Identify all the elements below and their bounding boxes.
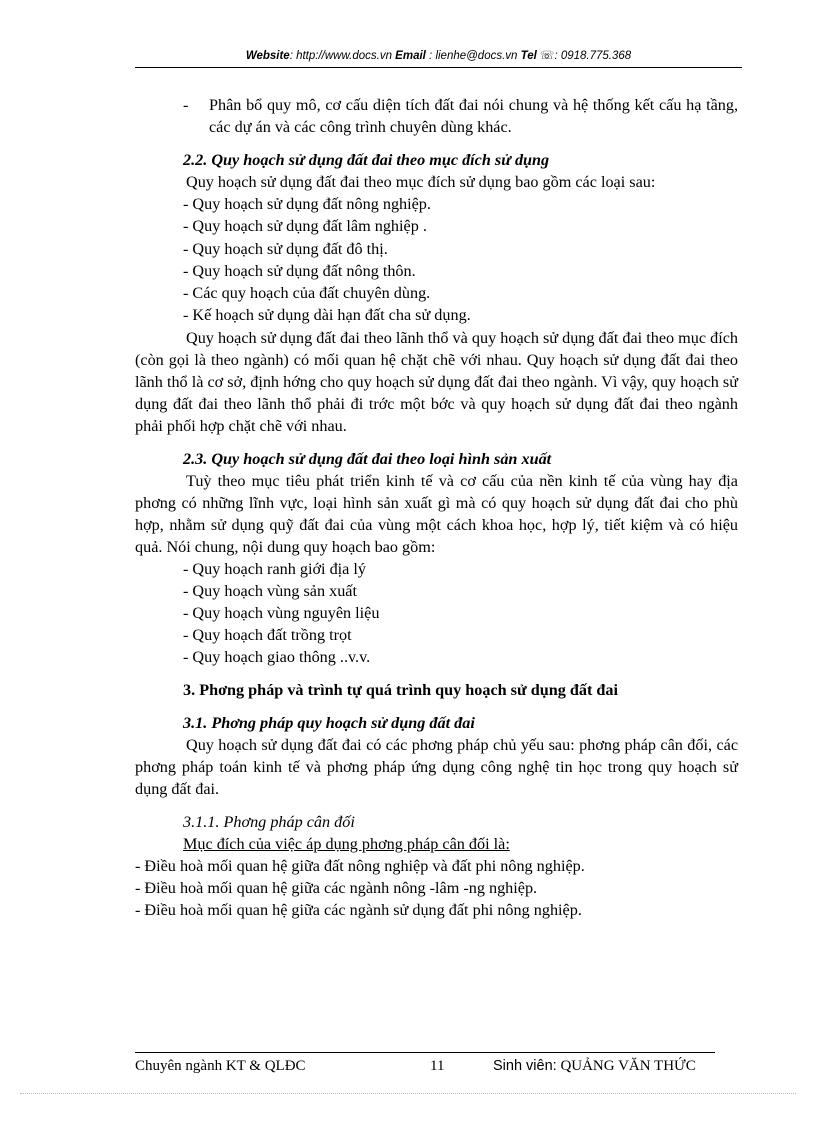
list-item: - Kế hoạch sử dụng dài hạn đất cha sử dụng. (183, 306, 471, 325)
list-item: - Quy hoạch đất trồng trọt (183, 625, 352, 644)
student-label: Sinh viên: (493, 1058, 557, 1074)
list-item: - Quy hoạch sử dụng đất nông thôn. (183, 261, 416, 280)
page-number: 11 (430, 1058, 445, 1074)
footer-divider (135, 1052, 715, 1053)
page-content (135, 94, 738, 921)
list-item: - Các quy hoạch của đất chuyên dùng. (183, 284, 431, 303)
bullet-text: Phân bổ quy mô, cơ cấu diện tích đất đai nói chung và hệ thống kết cấu hạ tầng, các dự án và các công trình chuyên dùng khác. (209, 96, 738, 136)
phone-icon: ☏ (540, 50, 555, 62)
list-item: - Quy hoạch sử dụng đất nông nghiệp. (183, 195, 431, 213)
page-header (135, 48, 742, 62)
list-item: - Quy hoạch sử dụng đất đô thị. (183, 239, 388, 258)
bullet-marker: - (183, 96, 189, 114)
list-item: - Điều hoà mối quan hệ giữa đất nông nghiệp và đất phi nông nghiệp. (135, 856, 585, 875)
paragraph-2-2: Quy hoạch sử dụng đất đai theo mục đích sử dụng bao gồm các loại sau: (186, 173, 656, 191)
paragraph-2-2-relation: Quy hoạch sử dụng đất đai theo lãnh thổ và quy hoạch sử dụng đất đai theo mục đích (còn gọi là theo ngành) có mối quan hệ chặt chẽ với nhau. Quy hoạch sử dụng đất đai theo lãnh thổ là cơ sở, định hớng cho quy hoạch sử dụng đất đai theo ngành. Vì vậy, quy hoạch sử dụng đất đai theo lãnh thổ phải đi trớc một bớc và quy hoạch sử dụng đất đai theo ngành phải phối hợp chặt chẽ với nhau. (135, 328, 738, 435)
heading-2-3: 2.3. Quy hoạch sử dụng đất đai theo loại hình sản xuất (183, 449, 552, 468)
page-bottom-border (20, 1093, 796, 1094)
footer-student (493, 1058, 696, 1075)
list-item: - Quy hoạch sử dụng đất lâm nghiệp . (183, 217, 427, 236)
website-label: Website (245, 50, 290, 62)
email-address: : lienhe@docs.vn (425, 50, 521, 62)
list-item: - Quy hoạch vùng sản xuất (183, 581, 357, 600)
paragraph-3-1: Quy hoạch sử dụng đất đai có các phơng pháp chủ yếu sau: phơng pháp cân đối, các phơng pháp toán kinh tế và phơng pháp ứng dụng công nghệ tin học trong quy hoạch sử dụng đất đai. (135, 735, 738, 798)
header-divider (135, 67, 742, 68)
list-item: - Quy hoạch ranh giới địa lý (183, 559, 366, 578)
student-name: QUẢNG VĂN THỨC (560, 1058, 696, 1074)
heading-3-1-1: 3.1.1. Phơng pháp cân đối (183, 812, 355, 831)
list-item: - Điều hoà mối quan hệ giữa các ngành sử dụng đất phi nông nghiệp. (135, 900, 582, 919)
website-url: : http://www.docs.vn (289, 50, 396, 62)
email-label: Email (395, 50, 426, 62)
list-item: - Điều hoà mối quan hệ giữa các ngành nông -lâm -ng nghiệp. (135, 878, 538, 897)
purpose-line: Mục đích của việc áp dụng phơng pháp cân đối là: (183, 834, 510, 853)
tel-label: Tel (520, 50, 537, 62)
footer-department: Chuyên ngành KT & QLĐC (135, 1058, 306, 1074)
bullet-item (183, 94, 738, 138)
heading-3-1: 3.1. Phơng pháp quy hoạch sử dụng đất đai (183, 713, 475, 732)
heading-2-2: 2.2. Quy hoạch sử dụng đất đai theo mục đích sử dụng (183, 151, 550, 169)
paragraph-2-3: Tuỳ theo mục tiêu phát triển kinh tế và cơ cấu của nền kinh tế của vùng hay địa phơng có những lĩnh vực, loại hình sản xuất gì mà có quy hoạch sử dụng đất đai cho phù hợp, nhằm sử dụng quỹ đất đai của vùng một cách khoa học, hợp lý, tiết kiệm và có hiệu quả. Nói chung, nội dung quy hoạch bao gồm: (135, 471, 738, 556)
list-item: - Quy hoạch vùng nguyên liệu (183, 603, 380, 622)
list-item: - Quy hoạch giao thông ..v.v. (183, 647, 371, 666)
tel-number: : 0918.775.368 (554, 50, 632, 62)
heading-3: 3. Phơng pháp và trình tự quá trình quy hoạch sử dụng đất đai (183, 680, 619, 699)
